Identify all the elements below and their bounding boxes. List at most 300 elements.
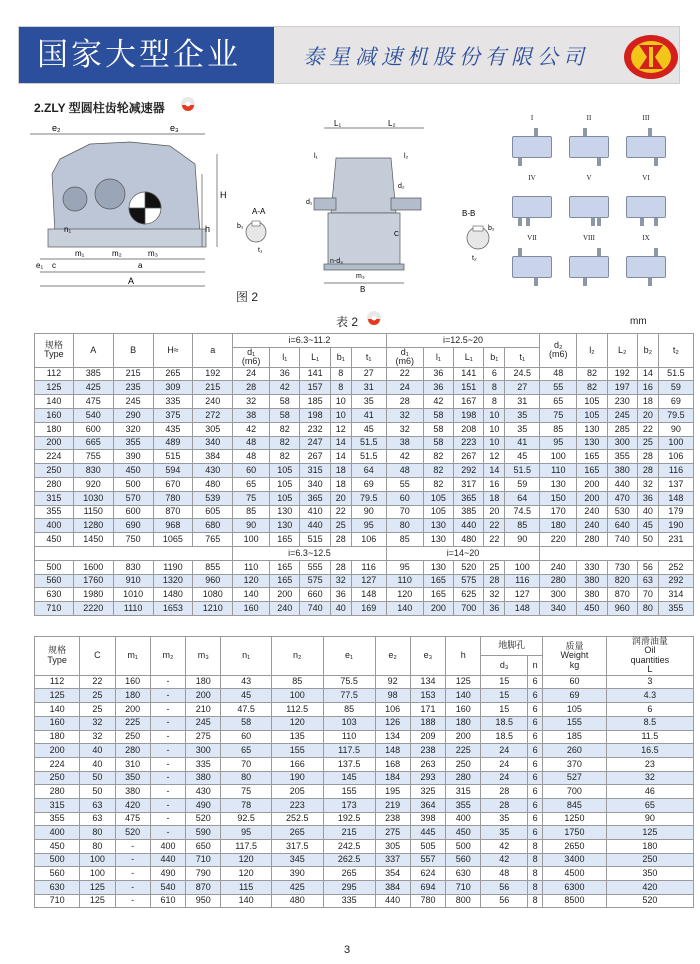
table-cell: 280 — [540, 574, 577, 588]
table-cell: 968 — [153, 519, 193, 533]
table-cell: 51.5 — [658, 367, 693, 381]
table-cell: 105 — [577, 395, 607, 409]
table-cell: 430 — [186, 785, 221, 799]
table-cell: 420 — [115, 798, 150, 812]
table-cell: 2220 — [73, 602, 113, 616]
table-cell: 130 — [423, 519, 453, 533]
table-cell: 960 — [607, 602, 637, 616]
table-cell: 200 — [577, 478, 607, 492]
table-cell: 41 — [351, 409, 386, 423]
label-l2: l₂ — [404, 153, 409, 160]
table-cell: 36 — [423, 381, 453, 395]
table-cell: 3400 — [543, 853, 607, 867]
table-cell: 165 — [270, 533, 300, 547]
table-cell: 64 — [351, 464, 386, 478]
label-m3: m₃ — [148, 249, 158, 258]
table-cell: 365 — [300, 491, 330, 505]
table-cell: 200 — [577, 491, 607, 505]
table-cell: 80 — [80, 826, 115, 840]
table-cell: 245 — [607, 409, 637, 423]
table-cell: 475 — [115, 812, 150, 826]
form-box-icon — [569, 256, 609, 278]
table-cell: 425 — [271, 881, 323, 895]
col-m1: m₁ — [115, 637, 150, 676]
table-cell: 45 — [221, 689, 271, 703]
col-A: A — [73, 334, 113, 368]
table-cell: 200 — [186, 689, 221, 703]
table-cell: 8 — [330, 367, 351, 381]
table-cell: 65 — [540, 395, 577, 409]
table-cell: 12 — [484, 450, 505, 464]
col-e1: e₁ — [323, 637, 375, 676]
table-cell: 245 — [186, 716, 221, 730]
gearbox-side-view-drawing — [30, 114, 230, 294]
table-cell: 390 — [271, 867, 323, 881]
table-cell: 117.5 — [323, 744, 375, 758]
table-cell: 740 — [300, 602, 330, 616]
table-cell: 180 — [115, 689, 150, 703]
table-cell: 320 — [113, 422, 153, 436]
table-cell: 198 — [454, 409, 484, 423]
table-cell: 27 — [505, 381, 540, 395]
table-cell: 700 — [543, 785, 607, 799]
table-cell: 69 — [658, 395, 693, 409]
table-cell: - — [150, 785, 185, 799]
table-cell: 560 — [35, 867, 80, 881]
table-row — [35, 505, 694, 519]
table-cell: 252 — [658, 560, 693, 574]
table-cell: 112 — [35, 367, 74, 381]
table-row — [35, 757, 694, 771]
table-cell: 60 — [386, 491, 423, 505]
table-cell: 153 — [410, 689, 445, 703]
table-cell: 265 — [271, 826, 323, 840]
shaft-icon — [526, 218, 530, 226]
table-cell: 205 — [271, 785, 323, 799]
table-cell: 230 — [607, 395, 637, 409]
table-cell: - — [150, 757, 185, 771]
table-cell: 384 — [375, 881, 410, 895]
col-L1: L₁ — [454, 347, 484, 367]
table-cell: 82 — [270, 436, 300, 450]
table-cell: 315 — [35, 798, 80, 812]
label-m2: m₂ — [112, 249, 122, 258]
page-header — [18, 26, 680, 84]
col-n: n — [528, 656, 543, 675]
col-l2: l₂ — [577, 334, 607, 368]
table-row — [35, 730, 694, 744]
table-cell: 14 — [484, 464, 505, 478]
table-cell: 398 — [410, 812, 445, 826]
table-cell: 58 — [423, 436, 453, 450]
table-cell: 730 — [607, 560, 637, 574]
table-cell: 116 — [505, 574, 540, 588]
table-cell: 195 — [375, 785, 410, 799]
table-cell: 22 — [484, 519, 505, 533]
table-cell: 570 — [113, 491, 153, 505]
table-cell: 100 — [271, 689, 323, 703]
table-cell: 69 — [543, 689, 607, 703]
table-cell: 200 — [35, 436, 74, 450]
table-row — [35, 881, 694, 895]
table-cell: 262.5 — [323, 853, 375, 867]
table-cell: 1750 — [543, 826, 607, 840]
shaft-icon — [518, 248, 522, 256]
table-cell: 252.5 — [271, 812, 323, 826]
table-cell: 380 — [577, 588, 607, 602]
table-cell: 625 — [454, 588, 484, 602]
table-cell: 15 — [481, 675, 528, 689]
table-cell: 309 — [153, 381, 193, 395]
table-cell: 32 — [606, 771, 693, 785]
table-cell: 40 — [637, 505, 658, 519]
table-cell: 224 — [35, 757, 80, 771]
unit-label: mm — [630, 316, 647, 327]
col-L2: L₂ — [607, 334, 637, 368]
col-d1: d₁ (m6) — [233, 347, 270, 367]
table-cell: 148 — [658, 491, 693, 505]
table-cell: 8 — [484, 381, 505, 395]
table-row — [35, 464, 694, 478]
table-cell: 110 — [323, 730, 375, 744]
assembly-form-5 — [563, 174, 615, 230]
table-cell: 1320 — [153, 574, 193, 588]
label-b1: b₁ — [237, 223, 244, 230]
table-cell: 15 — [481, 703, 528, 717]
table-cell: 700 — [454, 602, 484, 616]
col-l1: l₁ — [270, 347, 300, 367]
shaft-section-bb-drawing — [458, 204, 502, 264]
table-cell: 820 — [607, 574, 637, 588]
table-cell: 82 — [423, 478, 453, 492]
table-cell: 145 — [323, 771, 375, 785]
label-L2: L₂ — [388, 119, 396, 128]
label-b2: b₂ — [488, 225, 495, 232]
label-m3-front: m₃ — [356, 273, 365, 280]
table-cell: 267 — [454, 450, 484, 464]
table-cell: 240 — [270, 602, 300, 616]
col-d2: d₂ (m6) — [540, 334, 577, 368]
table-cell: 590 — [186, 826, 221, 840]
table-cell: 280 — [446, 771, 481, 785]
table-cell: 280 — [577, 533, 607, 547]
table-cell: 47.5 — [221, 703, 271, 717]
table-cell: 22 — [330, 505, 351, 519]
table-cell: 710 — [446, 881, 481, 895]
table-cell: 24 — [386, 381, 423, 395]
label-B: B — [360, 285, 366, 294]
table-cell: 25 — [330, 519, 351, 533]
table-cell: 6 — [528, 744, 543, 758]
table-cell: 870 — [607, 588, 637, 602]
table-cell: 355 — [35, 505, 74, 519]
table-cell: 385 — [454, 505, 484, 519]
table-cell: 173 — [323, 798, 375, 812]
label-l1: l₁ — [314, 153, 318, 160]
table-cell: 8 — [528, 867, 543, 881]
table-cell: 106 — [375, 703, 410, 717]
table-cell: 90 — [351, 505, 386, 519]
table-cell: 605 — [193, 505, 233, 519]
table-cell: 51.5 — [351, 436, 386, 450]
table-cell: 10 — [484, 409, 505, 423]
table-cell: 18 — [637, 395, 658, 409]
table-cell: 6 — [528, 689, 543, 703]
form-box-icon — [512, 136, 552, 158]
spacer-cell — [35, 547, 233, 561]
table-cell: 106 — [351, 533, 386, 547]
table-cell: 35 — [481, 826, 528, 840]
table-cell: 38 — [233, 409, 270, 423]
table-cell: 830 — [113, 560, 153, 574]
shaft-icon — [591, 218, 595, 226]
table-cell: 90 — [505, 533, 540, 547]
table-cell: 800 — [446, 894, 481, 908]
table-cell: 345 — [271, 853, 323, 867]
table-cell: 22 — [386, 367, 423, 381]
table-cell: 141 — [454, 367, 484, 381]
table-cell: 140 — [35, 395, 74, 409]
table-cell: 24 — [233, 367, 270, 381]
ratio-group-1: i=6.3~11.2 — [233, 334, 387, 348]
label-d1: d₁ — [306, 199, 313, 206]
table-cell: 224 — [35, 450, 74, 464]
table-cell: 235 — [113, 381, 153, 395]
table-cell: 480 — [193, 478, 233, 492]
shaft-icon — [654, 158, 658, 166]
table-row — [35, 367, 694, 381]
shaft-icon — [518, 158, 522, 166]
form-label: V — [586, 174, 592, 182]
table-cell: 280 — [115, 744, 150, 758]
table-cell: 168 — [375, 757, 410, 771]
table-cell: 20 — [330, 491, 351, 505]
table-cell: 63 — [80, 812, 115, 826]
table-cell: 527 — [543, 771, 607, 785]
form-label: VII — [527, 234, 537, 242]
table-cell: 165 — [577, 450, 607, 464]
table-row — [35, 519, 694, 533]
table-cell: 480 — [454, 533, 484, 547]
table-cell: 380 — [186, 771, 221, 785]
table-cell: 910 — [113, 574, 153, 588]
label-e2: e₂ — [52, 123, 61, 133]
table-cell: 8500 — [543, 894, 607, 908]
table-cell: 380 — [607, 464, 637, 478]
table-cell: 55 — [540, 381, 577, 395]
table-cell: 400 — [150, 840, 185, 854]
label-t1: t₁ — [258, 247, 263, 254]
table-cell: 200 — [446, 730, 481, 744]
section-title: 2.ZLY 型圆柱齿轮减速器 — [34, 101, 165, 115]
table-cell: 305 — [375, 840, 410, 854]
col-t1: t₁ — [351, 347, 386, 367]
table-cell: 85 — [233, 505, 270, 519]
table-cell: 670 — [153, 478, 193, 492]
table-cell: 600 — [73, 422, 113, 436]
shaft-icon — [648, 278, 652, 286]
table-cell: 1030 — [73, 491, 113, 505]
table-cell: 148 — [351, 588, 386, 602]
label-a: a — [138, 261, 143, 270]
form-box-icon — [626, 136, 666, 158]
table-cell: 40 — [80, 744, 115, 758]
table-row — [35, 771, 694, 785]
col-t2: t₂ — [658, 334, 693, 368]
table-cell: 125 — [35, 689, 80, 703]
assembly-form-1 — [506, 114, 558, 170]
table-cell: 2650 — [543, 840, 607, 854]
table-cell: 92 — [375, 675, 410, 689]
table-cell: 450 — [113, 464, 153, 478]
table-row — [35, 826, 694, 840]
label-c: c — [52, 261, 56, 270]
table-cell: 18 — [330, 464, 351, 478]
table-cell: 250 — [115, 730, 150, 744]
table-cell: 6 — [528, 771, 543, 785]
table-cell: 490 — [186, 798, 221, 812]
table-cell: 11.5 — [606, 730, 693, 744]
table-cell: 18 — [484, 491, 505, 505]
table-cell: 765 — [193, 533, 233, 547]
table-cell: 845 — [543, 798, 607, 812]
table-cell: 27 — [351, 367, 386, 381]
table-cell: 59 — [658, 381, 693, 395]
table-cell: 238 — [375, 812, 410, 826]
table-row — [35, 533, 694, 547]
table-cell: 105 — [270, 464, 300, 478]
table-cell: 130 — [423, 533, 453, 547]
table-cell: 112 — [35, 675, 80, 689]
label-nd3: n-d₃ — [330, 258, 343, 265]
table-cell: 42 — [423, 395, 453, 409]
table-cell: 56 — [637, 560, 658, 574]
table-cell: 127 — [505, 588, 540, 602]
table-cell: 110 — [540, 464, 577, 478]
table-cell: 32 — [386, 422, 423, 436]
table-cell: 240 — [193, 395, 233, 409]
table-cell: 180 — [446, 716, 481, 730]
shaft-icon — [597, 158, 601, 166]
table-cell: 755 — [73, 450, 113, 464]
table-cell: 18.5 — [481, 730, 528, 744]
table-row — [35, 574, 694, 588]
label-AA: A-A — [252, 207, 266, 216]
table-cell: 1600 — [73, 560, 113, 574]
table-cell: 340 — [300, 478, 330, 492]
table-cell: 75 — [233, 491, 270, 505]
table-cell: 380 — [577, 574, 607, 588]
table-cell: 650 — [186, 840, 221, 854]
table-cell: 20 — [637, 409, 658, 423]
table-cell: 267 — [300, 450, 330, 464]
table-cell: 69 — [351, 478, 386, 492]
table-cell: 16.5 — [606, 744, 693, 758]
table-cell: 148 — [375, 744, 410, 758]
table-cell: 24.5 — [505, 367, 540, 381]
table-cell: 355 — [113, 436, 153, 450]
table-cell: 38 — [386, 436, 423, 450]
table-cell: 82 — [577, 367, 607, 381]
col-n2: n₂ — [271, 637, 323, 676]
table-cell: 28 — [481, 785, 528, 799]
table-cell: 18 — [330, 478, 351, 492]
table-cell: 1980 — [73, 588, 113, 602]
table-cell: 134 — [410, 675, 445, 689]
table-cell: 75 — [221, 785, 271, 799]
table-cell: 1110 — [113, 602, 153, 616]
table-cell: 192 — [607, 367, 637, 381]
table-cell: 85 — [323, 703, 375, 717]
table-cell: 410 — [300, 505, 330, 519]
table-cell: 540 — [73, 409, 113, 423]
table-cell: 192 — [193, 367, 233, 381]
table-cell: 15 — [481, 689, 528, 703]
table-cell: 58 — [423, 409, 453, 423]
table-cell: 90 — [658, 422, 693, 436]
table-cell: - — [150, 716, 185, 730]
table-cell: 305 — [193, 422, 233, 436]
table-cell: 106 — [658, 450, 693, 464]
table-cell: 505 — [410, 840, 445, 854]
table-cell: 335 — [186, 757, 221, 771]
table-cell: 180 — [606, 840, 693, 854]
table-cell: 314 — [658, 588, 693, 602]
table-cell: 260 — [543, 744, 607, 758]
table-cell: 425 — [73, 381, 113, 395]
table-cell: 130 — [540, 478, 577, 492]
table-cell: 60 — [221, 730, 271, 744]
table-cell: 223 — [454, 436, 484, 450]
table-cell: 42 — [481, 853, 528, 867]
table-cell: 105 — [577, 409, 607, 423]
shaft-icon — [597, 248, 601, 256]
table-cell: 95 — [221, 826, 271, 840]
table-cell: 660 — [300, 588, 330, 602]
col-e3: e₃ — [410, 637, 445, 676]
table-cell: 135 — [271, 730, 323, 744]
table-cell: 16 — [637, 381, 658, 395]
table-cell: 250 — [606, 853, 693, 867]
table-cell: 624 — [410, 867, 445, 881]
table-cell: 140 — [35, 703, 80, 717]
table-cell: 155 — [271, 744, 323, 758]
table-cell: 50 — [637, 533, 658, 547]
label-t2: t₂ — [472, 255, 477, 262]
table-cell: 8 — [528, 881, 543, 895]
form-label: VIII — [582, 234, 596, 242]
table-cell: 42 — [481, 840, 528, 854]
table-cell: 630 — [35, 881, 80, 895]
table-cell: 385 — [73, 367, 113, 381]
table-cell: 200 — [115, 703, 150, 717]
table-cell: 22 — [637, 422, 658, 436]
table-cell: - — [150, 730, 185, 744]
table-cell: 315 — [300, 464, 330, 478]
table-cell: 950 — [186, 894, 221, 908]
table-cell: 58 — [270, 395, 300, 409]
table-cell: 28 — [233, 381, 270, 395]
table-cell: 665 — [73, 436, 113, 450]
table-cell: 190 — [658, 519, 693, 533]
table-cell: 100 — [80, 867, 115, 881]
label-m1: m₁ — [75, 249, 85, 258]
table-cell: 263 — [410, 757, 445, 771]
table-cell: 400 — [35, 519, 74, 533]
table-cell: - — [115, 867, 150, 881]
table-cell: 31 — [505, 395, 540, 409]
table-cell: 170 — [540, 505, 577, 519]
